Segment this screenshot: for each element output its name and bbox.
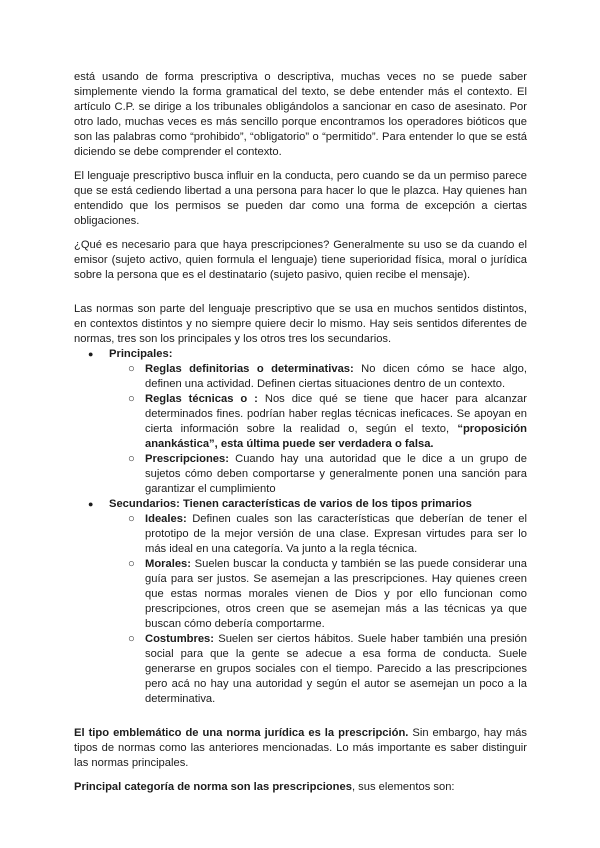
- text-costumbres: Suelen ser ciertos hábitos. Suele haber también una presión social para que la gente se adecue a esa forma de conducta. Suele generarse en grupos sociales con el tiempo. Parecido a las prescripciones pero acá no hay una autoridad y según el autor se asemejan un poco a la determinativa.: [145, 633, 527, 705]
- norm-types-list-secundarios: [74, 497, 527, 512]
- text-reglas-definitorias: No dicen cómo se hace algo, definen una actividad. Definen ciertas situaciones dentro de un contexto.: [145, 363, 527, 390]
- term-morales: Morales:: [145, 558, 192, 570]
- term-ideales: Ideales:: [145, 513, 187, 525]
- paragraph-prescription-requirements: ¿Qué es necesario para que haya prescripciones? Generalmente su uso se da cuando el emisor (sujeto activo, quien formula el lenguaje) tiene superioridad física, moral o jurídica sobre la persona que es el destinatario (sujeto pasivo, quien recibe el mensaje).: [74, 239, 527, 281]
- paragraph-emblematic-norm: [74, 726, 527, 771]
- list-item-costumbres: [110, 632, 527, 707]
- emblematic-norm-bold: El tipo emblemático de una norma jurídica es la prescripción.: [74, 727, 409, 739]
- list-item-prescripciones: [110, 452, 527, 497]
- text-ideales: Definen cuales son las características que deberían de tener el prototipo de la mejor versión de una clase. Expresan virtudes para ser lo más ideal en una categoría. Va junto a la regla técnica.: [145, 513, 527, 555]
- paragraph-permissions: El lenguaje prescriptivo busca influir en la conducta, pero cuando se da un permiso parece que se está cediendo libertad a una persona para hacer lo que le plazca. Hay quienes han entendido que los permisos se pueden dar como una forma de excepción a ciertas obligaciones.: [74, 170, 527, 227]
- list-item-morales: [110, 557, 527, 632]
- bullet-disc-icon: ●: [88, 349, 94, 359]
- norm-types-list: [74, 347, 527, 362]
- list-item-principales: [74, 347, 527, 362]
- bullet-disc-icon: ●: [88, 499, 94, 509]
- principales-sublist: [74, 362, 527, 497]
- paragraph-prescription-elements: [74, 780, 527, 795]
- term-reglas-definitorias: Reglas definitorias o determinativas:: [145, 363, 354, 375]
- paragraph-descriptive-context: está usando de forma prescriptiva o descriptiva, muchas veces no se puede saber simplemente viendo la forma gramatical del texto, se debe entender más el contexto. El artículo C.P. se dirige a los tribunales obligándolos a sancionar en caso de asesinato. Por otro lado, muchas veces es más sencillo porque encontramos los operadores bióticos que son las palabras como “prohibido”, “obligatorio” o “permitido”. Para entender lo que se está diciendo se debe comprender el contexto.: [74, 71, 527, 158]
- list-item-secundarios: [74, 497, 527, 512]
- bullet-circle-icon: ○: [128, 633, 135, 645]
- list-item-ideales: [110, 512, 527, 557]
- list-item-reglas-definitorias: [110, 362, 527, 392]
- secundarios-label: Secundarios: Tienen características de varios de los tipos primarios: [109, 498, 472, 510]
- principales-label: Principales:: [109, 348, 173, 360]
- term-prescripciones: Prescripciones:: [145, 453, 229, 465]
- secundarios-sublist: [74, 512, 527, 707]
- emblematic-norm-text: Sin embargo, hay más tipos de normas como las anteriores mencionadas. Lo más importante es saber distinguir las normas principales.: [74, 727, 527, 769]
- bullet-circle-icon: ○: [128, 558, 135, 570]
- prescription-elements-bold: Principal categoría de norma son las prescripciones: [74, 781, 352, 793]
- prescription-elements-text: , sus elementos son:: [351, 781, 455, 793]
- text-reglas-tecnicas: Nos dice qué se tiene que hacer para alcanzar determinados fines. podrían haber reglas técnicas ineficaces. Se apoyan en cierta información sobre la realidad o, según el texto,: [145, 393, 527, 435]
- list-item-reglas-tecnicas: [110, 392, 527, 452]
- bullet-circle-icon: ○: [128, 513, 135, 525]
- bullet-circle-icon: ○: [128, 363, 135, 375]
- bullet-circle-icon: ○: [128, 393, 135, 405]
- term-reglas-tecnicas: Reglas técnicas o :: [145, 393, 258, 405]
- paragraph-norms-intro: Las normas son parte del lenguaje prescriptivo que se usa en muchos sentidos distintos, en contextos distintos y no siempre quiere decir lo mismo. Hay seis sentidos diferentes de normas, tres son los principales y los otros tres los secundarios.: [74, 303, 527, 345]
- term-costumbres: Costumbres:: [145, 633, 214, 645]
- text-proposicion-anankastica: “proposición anankástica”, esta última puede ser verdadera o falsa.: [145, 423, 527, 450]
- text-morales: Suelen buscar la conducta y también se las puede considerar una guía para ser justos. Se asemejan a las prescripciones. Hay quienes creen que estas normas morales vienen de Dios y por ello funcionan como prescripciones, otros creen que se asemejan más a las técnicas ya que buscan cómo debería comportarme.: [145, 558, 527, 630]
- bullet-circle-icon: ○: [128, 453, 135, 465]
- text-prescripciones: Cuando hay una autoridad que le dice a un grupo de sujetos cómo deben comportarse y generalmente ponen una sanción para garantizar el cumplimiento: [145, 453, 527, 495]
